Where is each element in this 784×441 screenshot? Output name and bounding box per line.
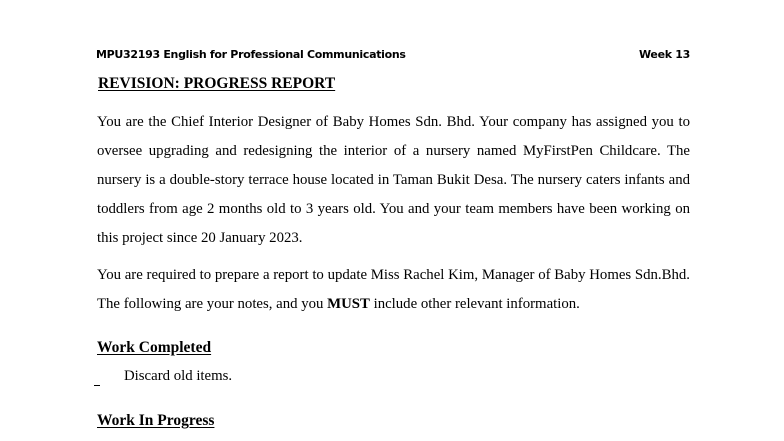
work-in-progress-heading: Work In Progress (97, 412, 215, 429)
task-text-after: include other relevant information. (369, 296, 580, 312)
task-emphasis: MUST (327, 296, 370, 312)
task-paragraph (97, 261, 690, 319)
week-label: Week 13 (638, 48, 690, 61)
bullet-dash-icon (94, 385, 100, 386)
task-text-before: You are required to prepare a report to update Miss Rachel Kim, Manager of Baby Homes Sdn.Bhd. The following are your notes, and you (97, 267, 690, 312)
work-completed-heading: Work Completed (97, 339, 212, 356)
document-title: REVISION: PROGRESS REPORT (98, 75, 336, 92)
intro-paragraph: You are the Chief Interior Designer of Baby Homes Sdn. Bhd. Your company has assigned you to oversee upgrading and redesigning the interior of a nursery named MyFirstPen Childcare. The nursery is a double-story terrace house located in Taman Bukit Desa. The nursery caters infants and toddlers from age 2 months old to 3 years old. You and your team members have been working on this project since 20 January 2023. (97, 114, 690, 246)
list-item-text: Discard old items. (124, 368, 233, 384)
course-header: MPU32193 English for Professional Communications (96, 48, 406, 61)
list-item (94, 368, 232, 386)
